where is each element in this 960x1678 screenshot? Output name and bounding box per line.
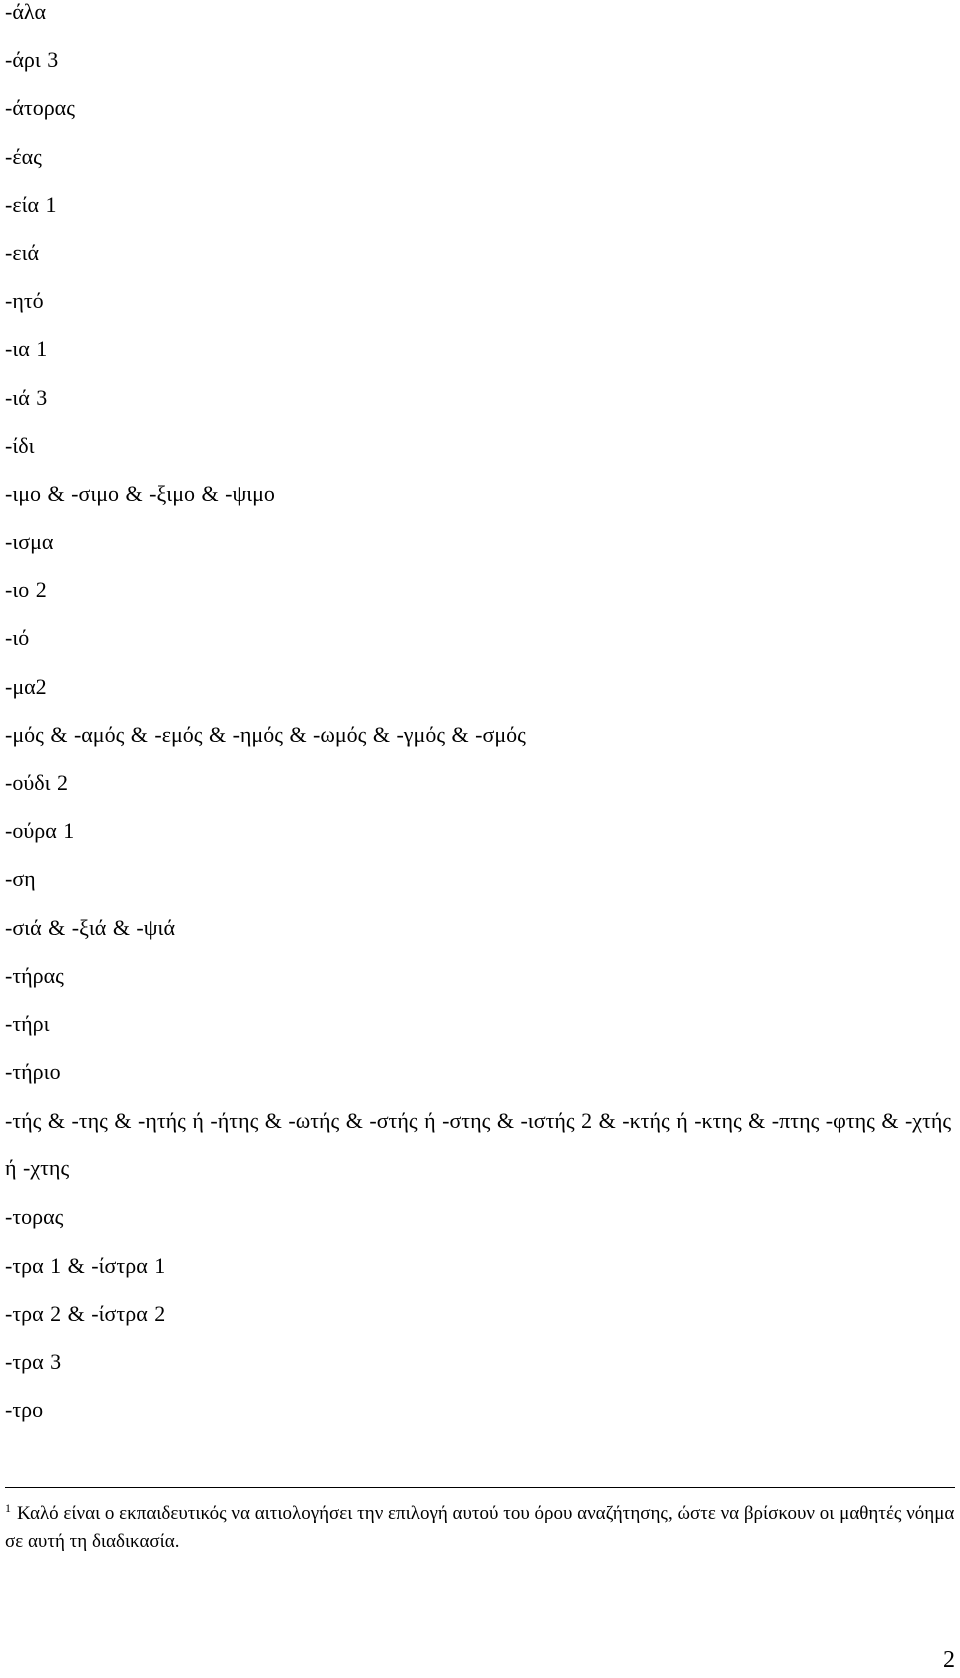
list-item: -μός & -αμός & -εμός & -ημός & -ωμός & -γμός & -σμός xyxy=(5,721,526,747)
list-item: -τήρας xyxy=(5,962,64,988)
list-item: -ίδι xyxy=(5,432,35,458)
list-item: -άτορας xyxy=(5,95,75,121)
list-item: -τής & -της & -ητής ή -ήτης & -ωτής & -στής ή -στης & -ιστής 2 & -κτής ή -κτης & -πτης -φτης & -χτής ή -χτης xyxy=(5,1108,952,1181)
list-item: -μα2 xyxy=(5,673,47,699)
list-item: -ια 1 xyxy=(5,336,48,362)
list-item: -εία 1 xyxy=(5,191,57,217)
list-item: -άρι 3 xyxy=(5,47,59,73)
list-item: -έας xyxy=(5,143,42,169)
list-item: -ητό xyxy=(5,288,44,314)
list-item: -ιά 3 xyxy=(5,384,48,410)
list-item: -άλα xyxy=(5,0,47,24)
suffix-list xyxy=(5,0,955,1446)
list-item: -σιά & -ξιά & -ψιά xyxy=(5,914,175,940)
list-item: -τρα 3 xyxy=(5,1348,62,1374)
list-item: -ισμα xyxy=(5,529,54,555)
list-item: -τρα 2 & -ίστρα 2 xyxy=(5,1300,166,1326)
page-number: 2 xyxy=(943,1647,955,1673)
list-item: -ιό xyxy=(5,625,30,651)
footnote-divider xyxy=(5,1487,955,1488)
footnote xyxy=(5,1500,955,1556)
list-item: -ιμο & -σιμο & -ξιμο & -ψιμο xyxy=(5,480,275,506)
list-item: -ιο 2 xyxy=(5,577,47,603)
list-item: -τήρι xyxy=(5,1010,50,1036)
list-item: -ειά xyxy=(5,239,40,265)
list-item: -τορας xyxy=(5,1204,64,1230)
list-item: -τρα 1 & -ίστρα 1 xyxy=(5,1252,166,1278)
footnote-text: Καλό είναι ο εκπαιδευτικός να αιτιολογήσει την επιλογή αυτού του όρου αναζήτησης, ώστε να βρίσκουν οι μαθητές νόημα σε αυτή τη διαδικασία. xyxy=(5,1503,955,1552)
list-item: -τήριο xyxy=(5,1059,61,1085)
list-item: -ση xyxy=(5,866,36,892)
footnote-marker: 1 xyxy=(5,1500,11,1515)
list-item: -ούδι 2 xyxy=(5,770,69,795)
list-item: -ούρα 1 xyxy=(5,818,75,844)
list-item: -τρο xyxy=(5,1397,44,1423)
